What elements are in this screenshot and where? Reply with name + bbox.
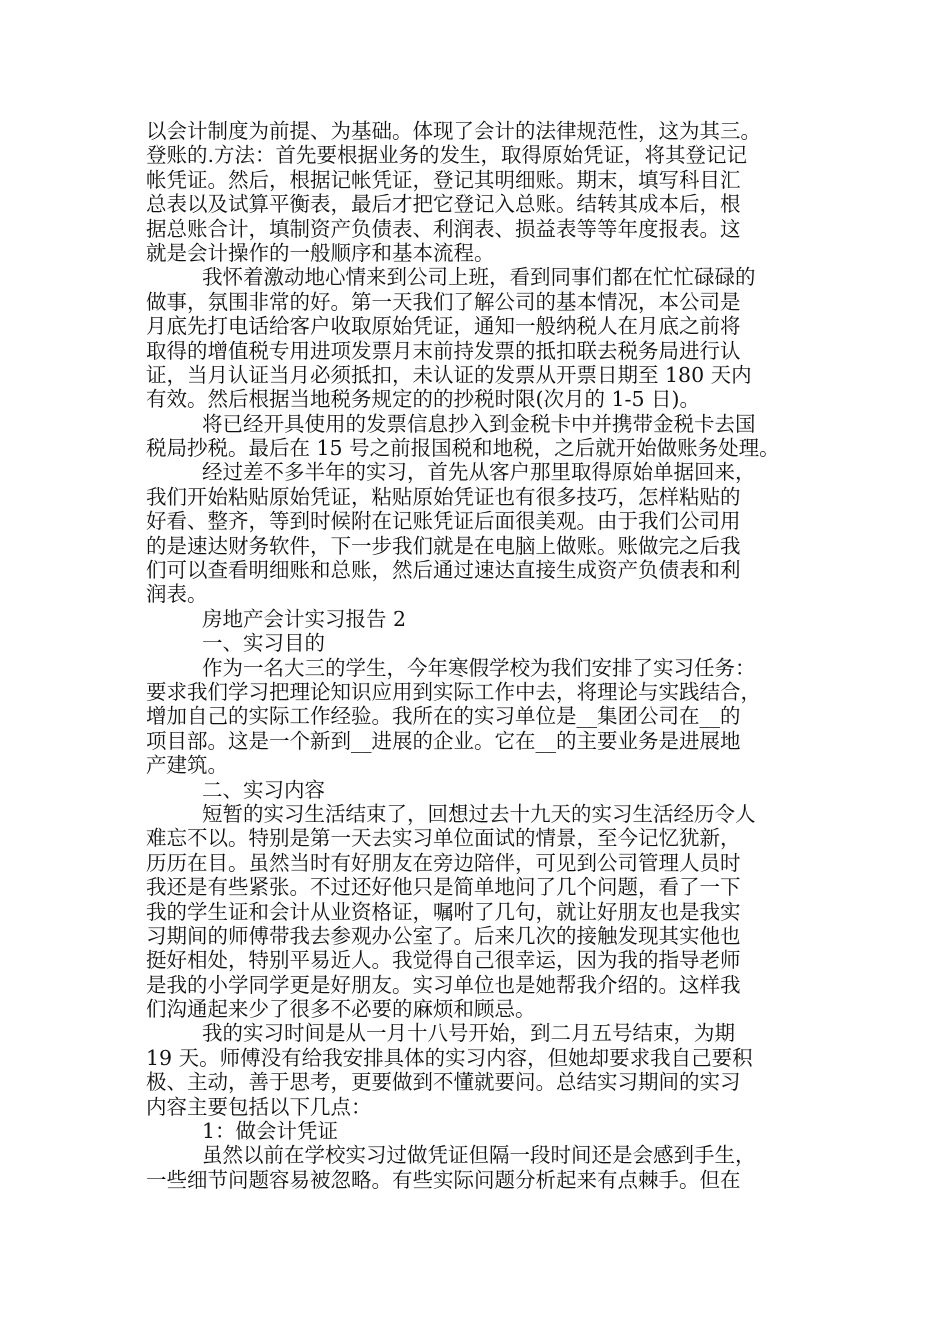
text-line: 登账的.方法：首先要根据业务的发生，取得原始凭证，将其登记记 [146, 143, 748, 168]
text-line: 产建筑。 [146, 753, 228, 778]
text-line: 取得的增值税专用进项发票月末前持发票的抵扣联去税务局进行认 [146, 338, 741, 363]
text-line: 历历在目。虽然当时有好朋友在旁边陪伴，可见到公司管理人员时 [146, 850, 741, 875]
text-line: 二、实习内容 [202, 777, 325, 802]
text-line: 房地产会计实习报告 2 [202, 606, 407, 631]
text-line: 我们开始粘贴原始凭证，粘贴原始凭证也有很多技巧，怎样粘贴的 [146, 484, 741, 509]
text-line: 经过差不多半年的实习，首先从客户那里取得原始单据回来， [202, 460, 756, 485]
text-line: 税局抄税。最后在 15 号之前报国税和地税，之后就开始做账务处理。 [146, 436, 780, 461]
text-line: 月底先打电话给客户收取原始凭证，通知一般纳税人在月底之前将 [146, 314, 741, 339]
text-line: 作为一名大三的学生，今年寒假学校为我们安排了实习任务： [202, 655, 756, 680]
text-line: 我还是有些紧张。不过还好他只是简单地问了几个问题，看了一下 [146, 875, 741, 900]
text-line: 19 天。师傅没有给我安排具体的实习内容，但她却要求我自己要积 [146, 1045, 753, 1070]
text-line: 要求我们学习把理论知识应用到实际工作中去，将理论与实践结合， [146, 679, 761, 704]
text-line: 有效。然后根据当地税务规定的的抄税时限(次月的 1-5 日)。 [146, 387, 701, 412]
text-line: 一些细节问题容易被忽略。有些实际问题分析起来有点棘手。但在 [146, 1167, 741, 1192]
text-line: 一、实习目的 [202, 631, 325, 656]
text-line: 增加自己的实际工作经验。我所在的实习单位是__集团公司在__的 [146, 704, 741, 729]
text-line: 的是速达财务软件，下一步我们就是在电脑上做账。账做完之后我 [146, 533, 741, 558]
document-body [146, 119, 822, 1192]
text-line: 我怀着激动地心情来到公司上班，看到同事们都在忙忙碌碌的 [202, 265, 756, 290]
text-line: 极、主动，善于思考，更要做到不懂就要问。总结实习期间的实习 [146, 1070, 741, 1095]
text-line: 我的实习时间是从一月十八号开始，到二月五号结束，为期 [202, 1021, 735, 1046]
text-line: 短暂的实习生活结束了，回想过去十九天的实习生活经历令人 [202, 801, 756, 826]
text-line: 内容主要包括以下几点： [146, 1094, 372, 1119]
text-line: 做事，氛围非常的好。第一天我们了解公司的基本情况，本公司是 [146, 289, 741, 314]
text-line: 将已经开具使用的发票信息抄入到金税卡中并携带金税卡去国 [202, 411, 756, 436]
text-line: 1：做会计凭证 [202, 1119, 339, 1144]
text-line: 是我的小学同学更是好朋友。实习单位也是她帮我介绍的。这样我 [146, 972, 741, 997]
text-line: 帐凭证。然后，根据记帐凭证，登记其明细账。期末，填写科目汇 [146, 167, 741, 192]
text-line: 好看、整齐，等到时候附在记账凭证后面很美观。由于我们公司用 [146, 509, 741, 534]
text-line: 证，当月认证当月必须抵扣，未认证的发票从开票日期至 180 天内 [146, 362, 752, 387]
text-line: 们沟通起来少了很多不必要的麻烦和顾忌。 [146, 997, 536, 1022]
text-line: 虽然以前在学校实习过做凭证但隔一段时间还是会感到手生， [202, 1143, 756, 1168]
text-line: 以会计制度为前提、为基础。体现了会计的法律规范性，这为其三。 [146, 119, 761, 143]
text-line: 们可以查看明细账和总账，然后通过速达直接生成资产负债表和利 [146, 558, 741, 583]
text-line: 润表。 [146, 582, 208, 607]
text-line: 项目部。这是一个新到__进展的企业。它在__的主要业务是进展地 [146, 728, 741, 753]
text-line: 难忘不以。特别是第一天去实习单位面试的情景，至今记忆犹新， [146, 826, 741, 851]
text-line: 我的学生证和会计从业资格证，嘱咐了几句，就让好朋友也是我实 [146, 899, 741, 924]
text-line: 总表以及试算平衡表，最后才把它登记入总账。结转其成本后，根 [146, 192, 741, 217]
text-line: 据总账合计，填制资产负债表、利润表、损益表等等年度报表。这 [146, 216, 741, 241]
text-line: 挺好相处，特别平易近人。我觉得自己很幸运，因为我的指导老师 [146, 948, 741, 973]
text-line: 习期间的师傅带我去参观办公室了。后来几次的接触发现其实他也 [146, 923, 741, 948]
text-line: 就是会计操作的一般顺序和基本流程。 [146, 240, 495, 265]
